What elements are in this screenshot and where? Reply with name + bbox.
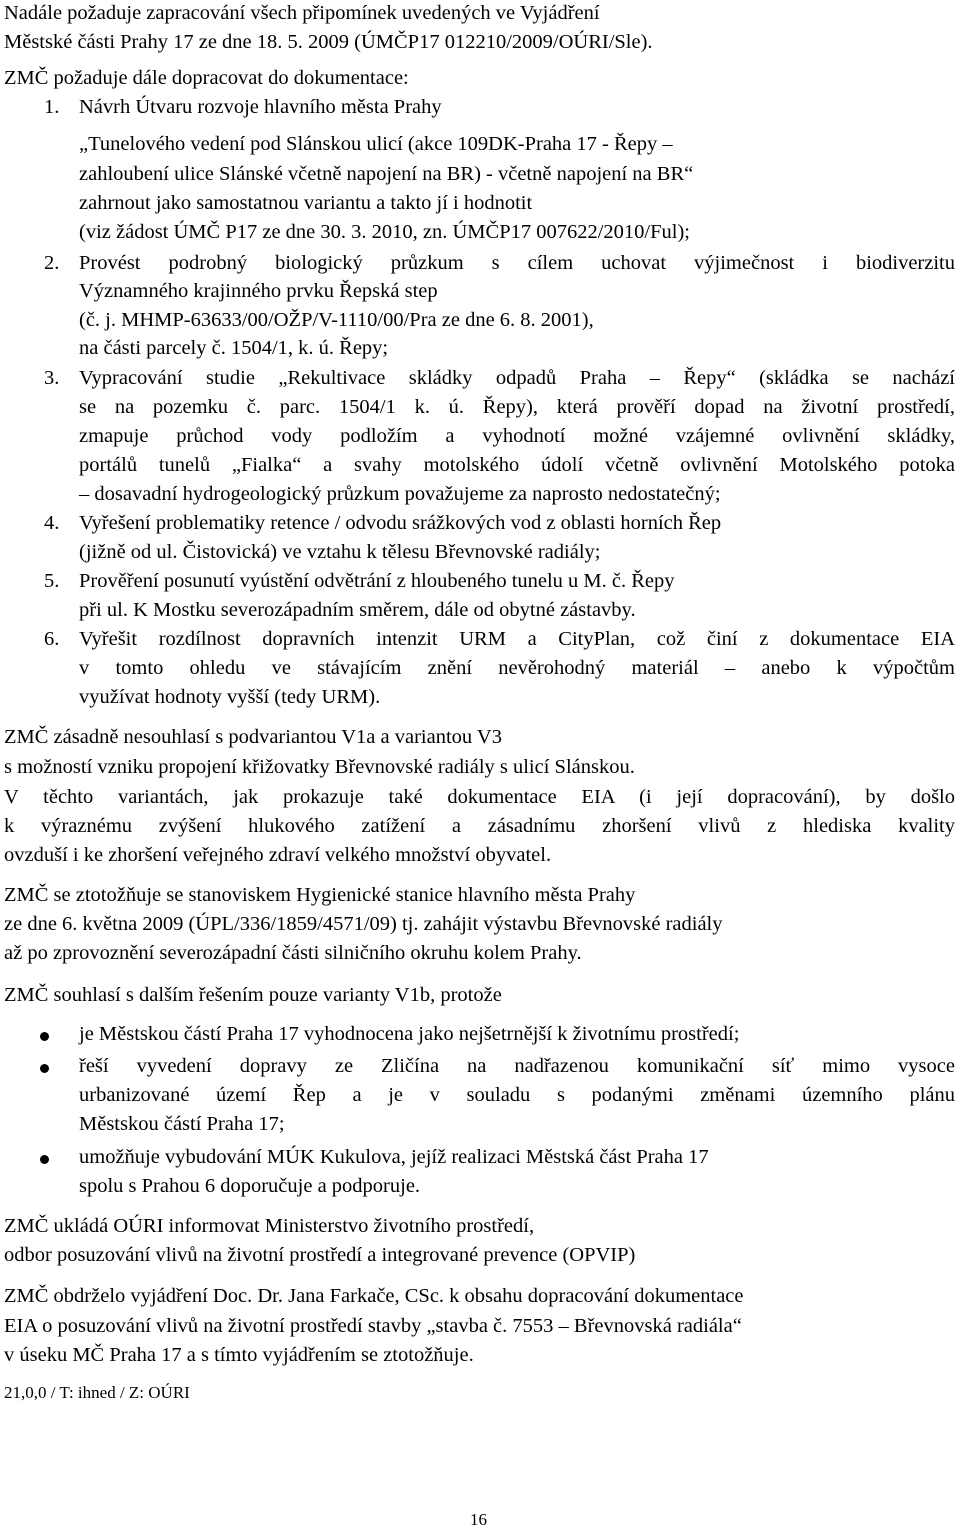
bullet-line: je Městskou částí Praha 17 vyhodnocena jako nejšetrnější k životnímu prostředí;: [79, 1023, 740, 1045]
requirement-5-line: Prověření posunutí vyústění odvětrání z hloubeného tunelu u M. č. Řepy: [79, 570, 675, 592]
disagree-line: ovzduší i ke zhoršení veřejného zdraví velkého množství obyvatel.: [4, 844, 552, 866]
requirement-2-line: na části parcely č. 1504/1, k. ú. Řepy;: [79, 337, 389, 359]
intro-line-2: Městské části Prahy 17 ze dne 18. 5. 2009 (ÚMČP17 012210/2009/OÚRI/Sle).: [4, 31, 653, 53]
page-number: 16: [470, 1510, 487, 1529]
requirement-2-line: (č. j. MHMP-63633/00/OŽP/V-1110/00/Pra ze dne 6. 8. 2001),: [79, 309, 594, 331]
instructs-line: odbor posuzování vlivů na životní prostředí a integrované prevence (OPVIP): [4, 1244, 636, 1266]
requirement-3-line: – dosavadní hydrogeologický průzkum považujeme za naprosto nedostatečný;: [79, 483, 721, 505]
vote-result: 21,0,0 / T: ihned / Z: OÚRI: [4, 1383, 190, 1402]
identify-line: ZMČ se ztotožňuje se stanoviskem Hygienické stanice hlavního města Prahy: [4, 884, 636, 906]
instructs-line: ZMČ ukládá OÚRI informovat Ministerstvo životního prostředí,: [4, 1215, 535, 1237]
bullet-line: řeší vyvedení dopravy ze Zličína na nadřazenou komunikační síť mimo vysoce: [79, 1055, 955, 1077]
received-line: v úseku MČ Praha 17 a s tímto vyjádřením se ztotožňuje.: [4, 1344, 474, 1366]
requirement-4-line: Vyřešení problematiky retence / odvodu srážkových vod z oblasti horních Řep: [79, 512, 722, 534]
requires-heading: ZMČ požaduje dále dopracovat do dokumentace:: [4, 67, 409, 89]
requirement-6-number: 6.: [44, 628, 60, 650]
bullet-line: spolu s Prahou 6 doporučuje a podporuje.: [79, 1175, 421, 1197]
requirement-4-number: 4.: [44, 512, 60, 534]
requirement-4-line: (jižně od ul. Čistovická) ve vztahu k tělesu Břevnovské radiály;: [79, 541, 601, 563]
requirement-1-line: zahloubení ulice Slánské včetně napojení na BR) - včetně napojení na BR“: [79, 163, 694, 185]
requirement-1-line: Návrh Útvaru rozvoje hlavního města Prahy: [79, 96, 442, 118]
requirement-3-number: 3.: [44, 367, 60, 389]
requirement-5-number: 5.: [44, 570, 60, 592]
received-line: ZMČ obdrželo vyjádření Doc. Dr. Jana Farkače, CSc. k obsahu dopracování dokumentace: [4, 1285, 744, 1307]
requirement-1-number: 1.: [44, 96, 60, 118]
bullet-line: urbanizované území Řep a je v souladu s podanými změnami územního plánu: [79, 1084, 955, 1106]
agree-line: ZMČ souhlasí s dalším řešením pouze varianty V1b, protože: [4, 984, 502, 1006]
disagree-line: s možností vzniku propojení křižovatky Břevnovské radiály s ulicí Slánskou.: [4, 756, 635, 778]
requirement-6-line: využívat hodnoty vyšší (tedy URM).: [79, 686, 381, 708]
requirement-6-line: Vyřešit rozdílnost dopravních intenzit URM a CityPlan, což činí z dokumentace EIA: [79, 628, 955, 650]
identify-line: až po zprovoznění severozápadní části silničního okruhu kolem Prahy.: [4, 942, 582, 964]
requirement-1-line: zahrnout jako samostatnou variantu a takto jí i hodnotit: [79, 192, 533, 214]
bullet-icon: [40, 1064, 49, 1073]
identify-line: ze dne 6. května 2009 (ÚPL/336/1859/4571/09) tj. zahájit výstavbu Břevnovské radiály: [4, 913, 723, 935]
requirement-3-line: portálů tunelů „Fialka“ a svahy motolského údolí včetně ovlivnění Motolského potoka: [79, 454, 955, 476]
requirement-2-line: Provést podrobný biologický průzkum s cílem uchovat výjimečnost i biodiverzitu: [79, 252, 955, 274]
requirement-3-line: se na pozemku č. parc. 1504/1 k. ú. Řepy), která prověří dopad na životní prostředí,: [79, 396, 955, 418]
requirement-1-line: (viz žádost ÚMČ P17 ze dne 30. 3. 2010, zn. ÚMČP17 007622/2010/Ful);: [79, 221, 690, 243]
requirement-3-line: zmapuje průchod vody podložím a vyhodnotí možné vzájemné ovlivnění skládky,: [79, 425, 955, 447]
disagree-line: V těchto variantách, jak prokazuje také dokumentace EIA (i její dopracování), by došlo: [4, 786, 955, 808]
requirement-6-line: v tomto ohledu ve stávajícím znění nevěrohodný materiál – anebo k výpočtům: [79, 657, 955, 679]
bullet-icon: [40, 1155, 49, 1164]
requirement-3-line: Vypracování studie „Rekultivace skládky odpadů Praha – Řepy“ (skládka se nachází: [79, 367, 955, 389]
received-line: EIA o posuzování vlivů na životní prostředí stavby „stavba č. 7553 – Břevnovská radiála“: [4, 1315, 742, 1337]
disagree-line: ZMČ zásadně nesouhlasí s podvariantou V1a a variantou V3: [4, 726, 502, 748]
bullet-icon: [40, 1032, 49, 1041]
requirement-2-line: Významného krajinného prvku Řepská step: [79, 280, 438, 302]
bullet-line: umožňuje vybudování MÚK Kukulova, jejíž realizaci Městská část Praha 17: [79, 1146, 709, 1168]
requirement-5-line: při ul. K Mostku severozápadním směrem, dále od obytné zástavby.: [79, 599, 636, 621]
requirement-1-line: „Tunelového vedení pod Slánskou ulicí (akce 109DK-Praha 17 - Řepy –: [79, 133, 673, 155]
disagree-line: k výraznému zvýšení hlukového zatížení a zásadnímu zhoršení vlivů z hlediska kvality: [4, 815, 955, 837]
bullet-line: Městskou částí Praha 17;: [79, 1113, 285, 1135]
requirement-2-number: 2.: [44, 252, 60, 274]
intro-line-1: Nadále požaduje zapracování všech připomínek uvedených ve Vyjádření: [4, 2, 600, 24]
